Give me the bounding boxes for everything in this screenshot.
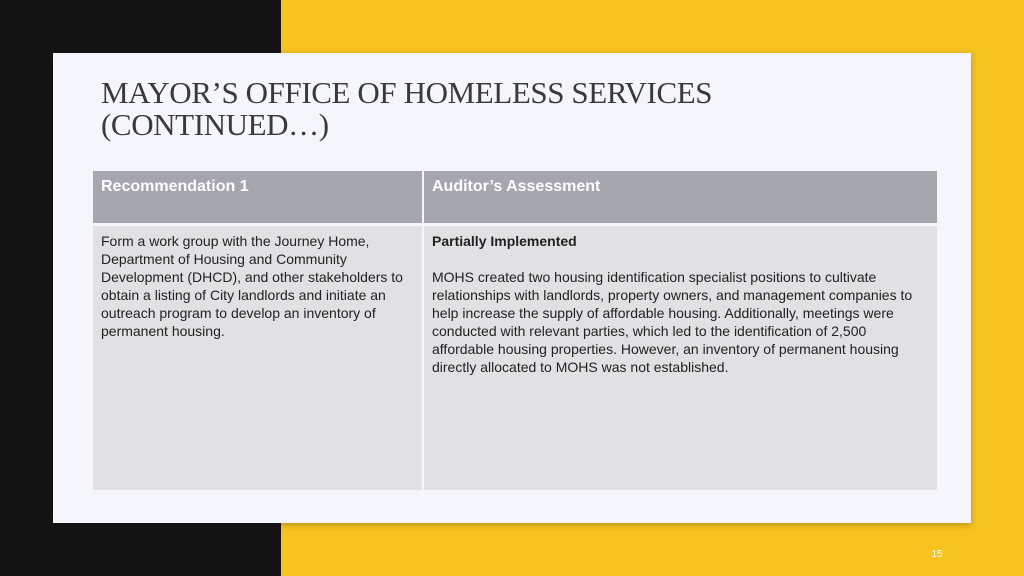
assessment-text: MOHS created two housing identification specialist positions to cultivate relationships with landlords, property owners, and management companies to help increase the supply of affordable housing. Additionally, meetings were conducted with relevant parties, which led to the identification of 2,500 affordable housing properties. However, an inventory of permanent housing directly allocated to MOHS was not established. [432,269,913,375]
recommendation-text: Form a work group with the Journey Home, Department of Housing and Community Development (DHCD), and other stakeholders to obtain a listing of City landlords and initiate an outreach program to develop an inventory of permanent housing. [101,233,403,339]
assessment-cell [424,223,937,490]
recommendation-table [93,171,937,490]
slide-card [53,53,971,523]
table-header-recommendation: Recommendation 1 [93,171,424,223]
page-title: MAYOR’S OFFICE OF HOMELESS SERVICES (CONTINUED…) [101,75,713,142]
page-number: 15 [931,549,943,560]
recommendation-cell [93,223,424,490]
assessment-status: Partially Implemented [432,233,577,249]
assessment-spacer [432,250,931,268]
table-header-assessment: Auditor’s Assessment [424,171,937,223]
